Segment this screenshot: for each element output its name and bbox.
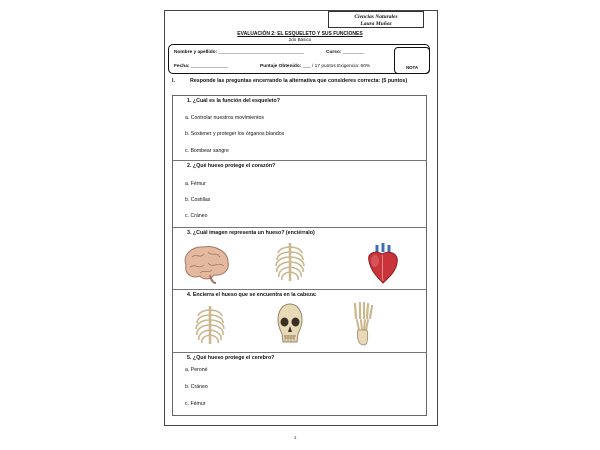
question-2-option-b[interactable]: b. Costillas [185, 197, 211, 203]
heart-image[interactable] [363, 241, 403, 285]
evaluation-title: EVALUACIÓN 2: EL ESQUELETO Y SUS FUNCIONES [237, 31, 363, 37]
score-blank: ___ / [302, 64, 314, 69]
score-field [260, 64, 370, 69]
nota-box[interactable] [394, 47, 430, 74]
instruction [172, 78, 412, 86]
divider [173, 352, 426, 353]
skull-image[interactable] [273, 302, 307, 348]
question-5-option-c[interactable]: c. Fémur [185, 401, 206, 407]
course-label: Curso: [326, 50, 342, 55]
divider [173, 227, 426, 228]
instruction-numeral: I. [172, 78, 175, 84]
name-label: Nombre y apellido: [174, 50, 218, 55]
question-2-option-c[interactable]: c. Cráneo [185, 213, 208, 219]
teacher-name: Laura Muñoz [360, 20, 392, 27]
question-5-option-a[interactable]: a. Peroné [185, 367, 208, 373]
foot-bones-image[interactable] [349, 300, 377, 348]
subject-box [328, 11, 424, 28]
grade-label: 2do Básico [288, 37, 312, 42]
question-2-option-a[interactable]: a. Fémur [185, 181, 206, 187]
instruction-text: Responde las preguntas encerrando la alternativa que consideres correcta: (5 puntos) [190, 78, 408, 84]
question-1-option-c[interactable]: c. Bombear sangre [185, 148, 229, 154]
question-3-title: 3. ¿Cuál imagen representa un hueso? (enciérralo) [187, 230, 315, 236]
ribcage-image[interactable] [193, 304, 227, 348]
name-blank[interactable]: ________________________________ [218, 50, 304, 55]
question-4-title: 4. Encierra el hueso que se encuentra en la cabeza: [187, 292, 317, 298]
date-label: Fecha: [174, 64, 190, 69]
score-text: 17 puntos Exigencia: 60% [314, 64, 371, 69]
name-field[interactable] [174, 50, 304, 55]
question-1-title: 1. ¿Cuál es la función del esqueleto? [187, 98, 281, 104]
nota-label: NOTA [405, 65, 419, 70]
page-number: 1 [294, 435, 297, 440]
score-label: Puntaje Obtenido: [260, 64, 302, 69]
questions-box [172, 95, 427, 416]
question-5-title: 5. ¿Qué hueso protege el cerebro? [187, 355, 275, 361]
divider [173, 289, 426, 290]
date-blank[interactable]: ______________ [190, 64, 229, 69]
question-1-option-a[interactable]: a. Controlar nuestros movimientos [185, 115, 264, 121]
student-info-box [168, 44, 430, 74]
subject-label: Ciencias Naturales [354, 14, 398, 20]
course-field[interactable] [326, 50, 364, 55]
ribcage-image[interactable] [273, 241, 307, 285]
question-2-title: 2. ¿Qué hueso protege el corazón? [187, 163, 276, 169]
question-1-option-b[interactable]: b. Sostener y proteger los órganos blandos [185, 131, 285, 137]
question-5-option-b[interactable]: b. Cráneo [185, 384, 208, 390]
date-field[interactable] [174, 64, 228, 69]
divider [173, 160, 426, 161]
course-blank[interactable]: ________ [342, 50, 365, 55]
brain-image[interactable] [180, 243, 232, 285]
